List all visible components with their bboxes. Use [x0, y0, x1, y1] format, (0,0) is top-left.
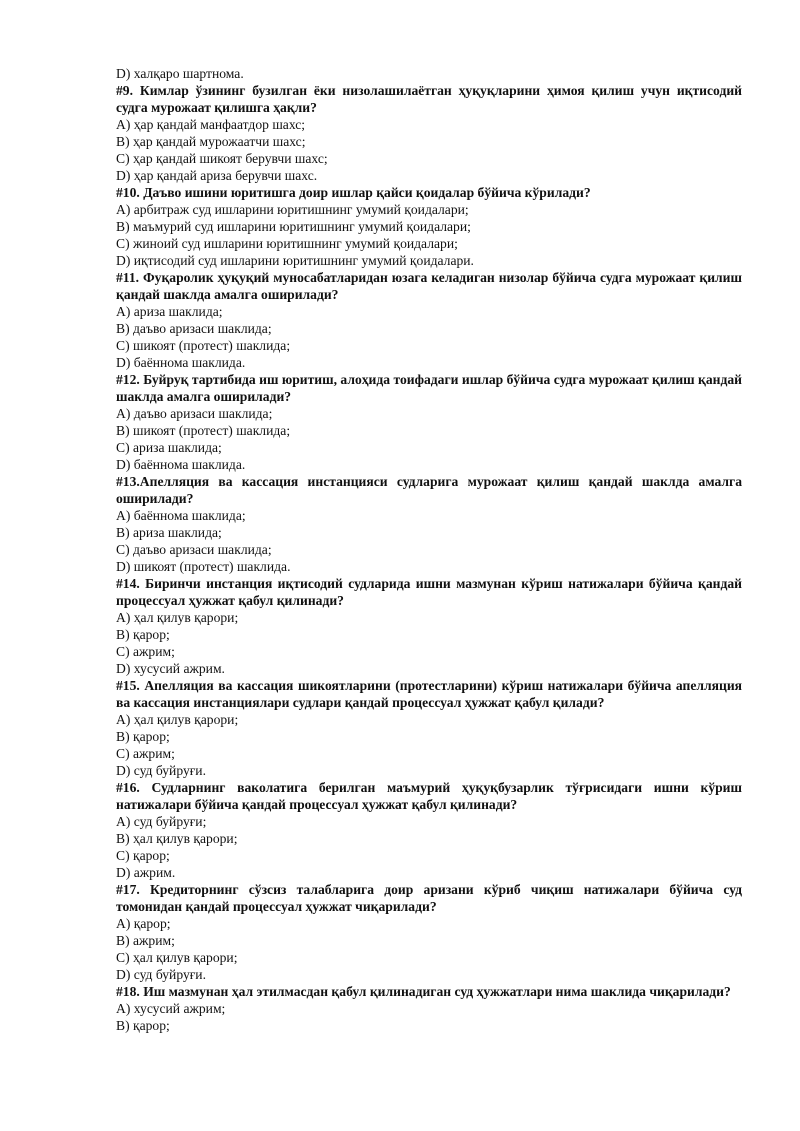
- answer-option: D) ҳар қандай ариза берувчи шахс.: [116, 168, 318, 183]
- answer-option: D) суд буйруғи.: [116, 763, 206, 778]
- answer-option: C) қарор;: [116, 848, 170, 863]
- question-text: #13.Апелляция ва кассация инстанцияси судларига мурожаат қилиш қандай шаклда амалга оширилади?: [116, 474, 742, 506]
- answer-option: B) қарор;: [116, 627, 170, 642]
- document-page: [116, 65, 742, 1034]
- answer-option: D) халқаро шартнома.: [116, 66, 244, 81]
- answer-option: A) қарор;: [116, 916, 171, 931]
- question-text: #17. Кредиторнинг сўзсиз талабларига доир аризани кўриб чиқиш натижалари бўйича суд томонидан қандай процессуал ҳужжат чиқарилади?: [116, 882, 742, 914]
- question-text: #16. Судларнинг ваколатига берилган маъмурий ҳуқуқбузарлик тўғрисидаги ишни кўриш натижалари бўйича қандай процессуал ҳужжат қабул қилинади?: [116, 780, 742, 812]
- answer-option: C) ҳал қилув қарори;: [116, 950, 238, 965]
- answer-option: B) даъво аризаси шаклида;: [116, 321, 272, 336]
- answer-option: B) ариза шаклида;: [116, 525, 222, 540]
- answer-option: A) ҳал қилув қарори;: [116, 610, 239, 625]
- question-text: #10. Даъво ишини юритишга доир ишлар қайси қоидалар бўйича кўрилади?: [116, 185, 591, 200]
- answer-option: B) қарор;: [116, 1018, 170, 1033]
- answer-option: D) ажрим.: [116, 865, 176, 880]
- answer-option: A) хусусий ажрим;: [116, 1001, 226, 1016]
- answer-option: D) иқтисодий суд ишларини юритишнинг умумий қоидалари.: [116, 253, 474, 268]
- answer-option: D) суд буйруғи.: [116, 967, 206, 982]
- answer-option: B) ажрим;: [116, 933, 175, 948]
- question-text: #15. Апелляция ва кассация шикоятларини (протестларини) кўриш натижалари бўйича апелляция ва кассация инстанциялари судлари қандай процессуал ҳужжат қабул қилади?: [116, 678, 742, 710]
- answer-option: C) ариза шаклида;: [116, 440, 222, 455]
- answer-option: A) ҳар қандай манфаатдор шахс;: [116, 117, 306, 132]
- answer-option: A) ҳал қилув қарори;: [116, 712, 239, 727]
- question-text: #11. Фуқаролик ҳуқуқий муносабатларидан юзага келадиган низолар бўйича судга мурожаат қилиш қандай шаклда амалга оширилади?: [116, 270, 742, 302]
- answer-option: B) қарор;: [116, 729, 170, 744]
- answer-option: A) баённома шаклида;: [116, 508, 246, 523]
- answer-option: C) шикоят (протест) шаклида;: [116, 338, 291, 353]
- answer-option: D) шикоят (протест) шаклида.: [116, 559, 291, 574]
- question-text: #18. Иш мазмунан ҳал этилмасдан қабул қилинадиган суд ҳужжатлари нима шаклида чиқарилади?: [116, 984, 731, 999]
- answer-option: A) даъво аризаси шаклида;: [116, 406, 273, 421]
- question-text: #12. Буйруқ тартибида иш юритиш, алоҳида тоифадаги ишлар бўйича судга мурожаат қилиш қандай шаклда амалга оширилади?: [116, 372, 742, 404]
- question-text: #14. Биринчи инстанция иқтисодий судларида ишни мазмунан кўриш натижалари бўйича қандай процессуал ҳужжат қабул қилинади?: [116, 576, 742, 608]
- question-text: #9. Кимлар ўзининг бузилган ёки низолашилаётган ҳуқуқларини ҳимоя қилиш учун иқтисодий судга мурожаат қилишга ҳақли?: [116, 83, 742, 115]
- answer-option: B) ҳар қандай мурожаатчи шахс;: [116, 134, 306, 149]
- answer-option: D) баённома шаклида.: [116, 355, 246, 370]
- answer-option: C) ажрим;: [116, 644, 175, 659]
- answer-option: B) маъмурий суд ишларини юритишнинг умумий қоидалари;: [116, 219, 471, 234]
- answer-option: A) суд буйруғи;: [116, 814, 207, 829]
- answer-option: D) баённома шаклида.: [116, 457, 246, 472]
- answer-option: D) хусусий ажрим.: [116, 661, 225, 676]
- answer-option: C) даъво аризаси шаклида;: [116, 542, 272, 557]
- answer-option: B) ҳал қилув қарори;: [116, 831, 238, 846]
- answer-option: C) ажрим;: [116, 746, 175, 761]
- answer-option: B) шикоят (протест) шаклида;: [116, 423, 291, 438]
- answer-option: A) ариза шаклида;: [116, 304, 223, 319]
- answer-option: C) жиноий суд ишларини юритишнинг умумий қоидалари;: [116, 236, 458, 251]
- answer-option: C) ҳар қандай шикоят берувчи шахс;: [116, 151, 328, 166]
- answer-option: A) арбитраж суд ишларини юритишнинг умумий қоидалари;: [116, 202, 469, 217]
